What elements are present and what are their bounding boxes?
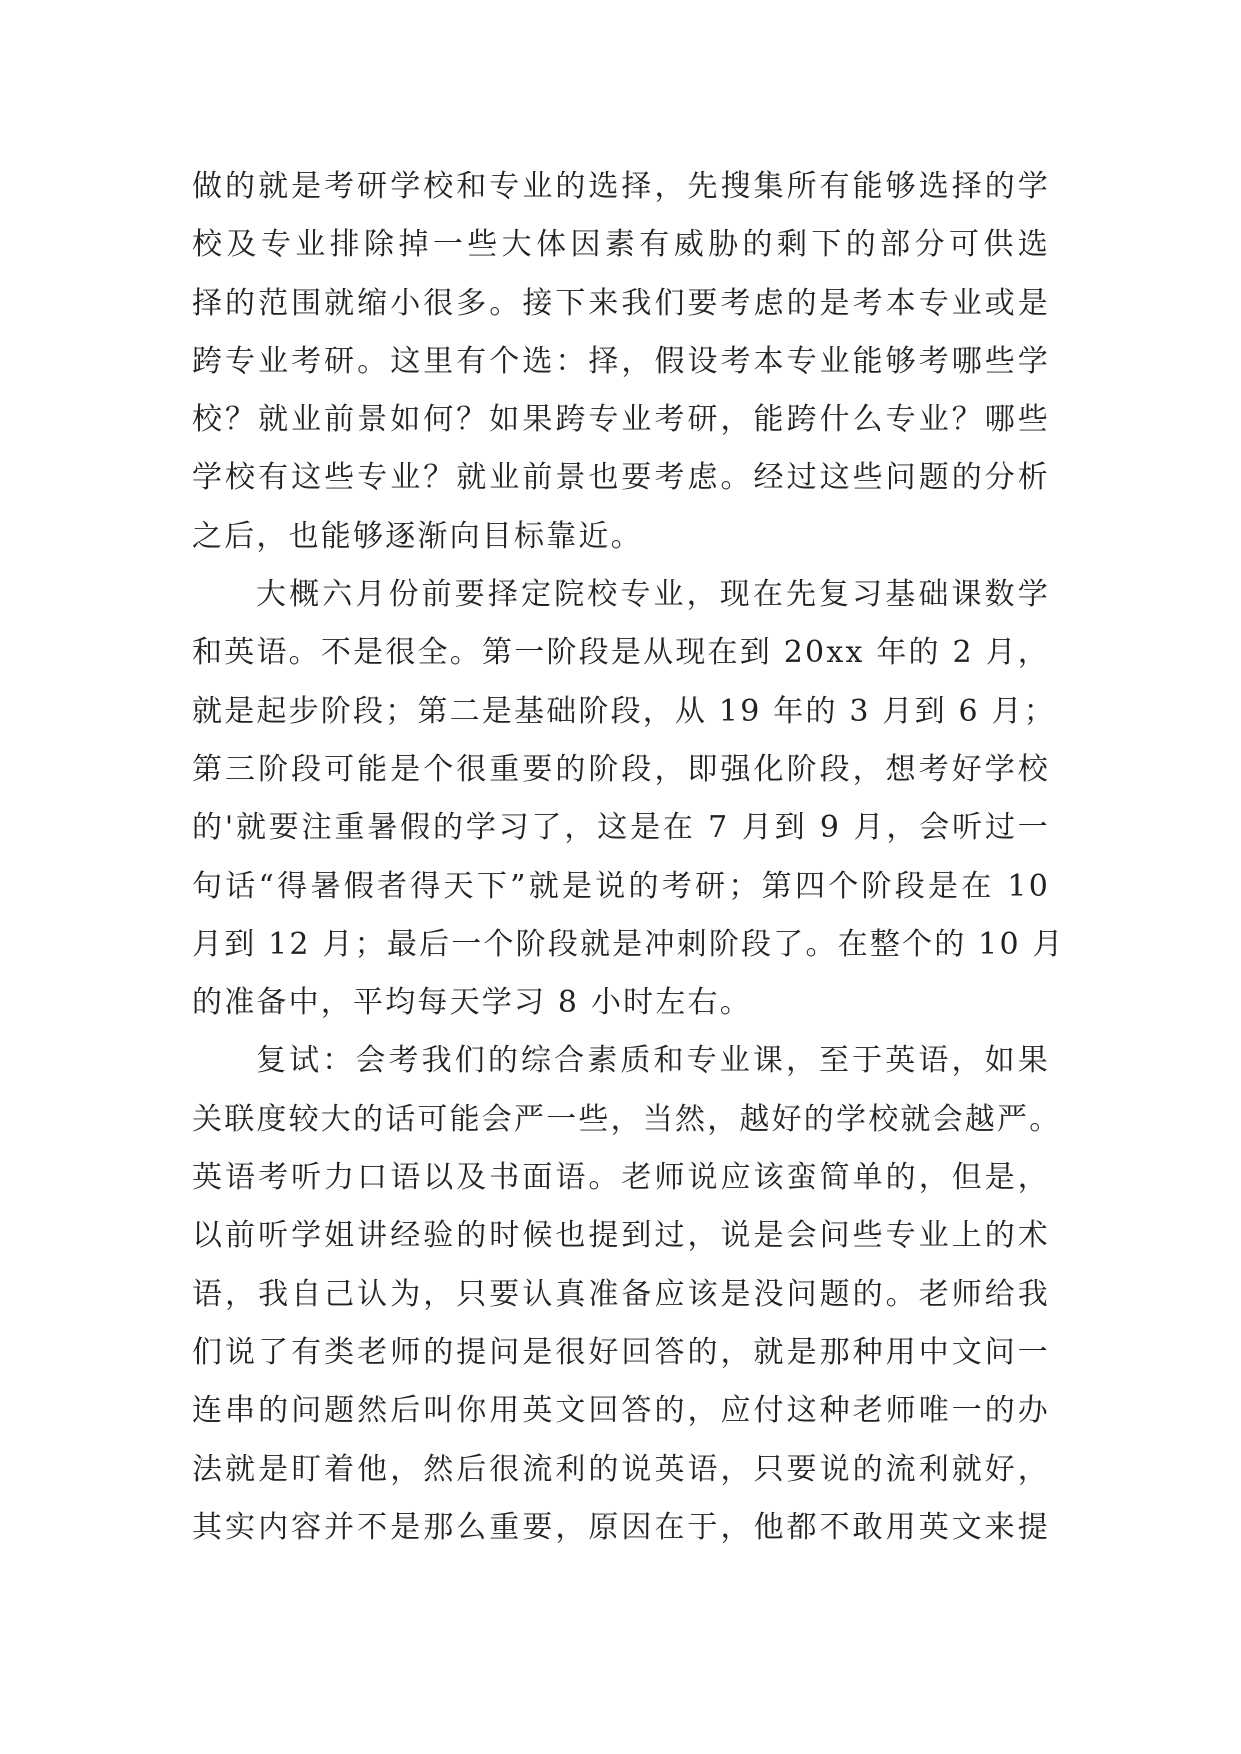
text-line: 以前听学姐讲经验的时候也提到过，说是会问些专业上的术: [192, 1218, 1050, 1254]
text-line: 的'就要注重暑假的学习了，这是在 7 月到 9 月，会听过一: [192, 810, 1050, 846]
paragraph-study-plan-choice: [192, 158, 1050, 566]
text-line: 其实内容并不是那么重要，原因在于，他都不敢用英文来提: [192, 1509, 1050, 1545]
text-line: 连串的问题然后叫你用英文回答的，应付这种老师唯一的办: [192, 1393, 1050, 1429]
text-line: 和英语。不是很全。第一阶段是从现在到 20xx 年的 2 月，: [192, 635, 1050, 671]
paragraph-retest: [192, 1032, 1062, 1557]
text-line: 第三阶段可能是个很重要的阶段，即强化阶段，想考好学校: [192, 751, 1050, 787]
text-line: 们说了有类老师的提问是很好回答的，就是那种用中文问一: [192, 1334, 1050, 1370]
text-line: 做的就是考研学校和专业的选择，先搜集所有能够选择的学: [192, 169, 1050, 204]
text-line: 的准备中，平均每天学习 8 小时左右。: [192, 985, 752, 1021]
text-line: 校？就业前景如何？如果跨专业考研，能跨什么专业？哪些: [192, 402, 1050, 438]
text-line: 语，我自己认为，只要认真准备应该是没问题的。老师给我: [192, 1276, 1050, 1312]
text-line: 月到 12 月；最后一个阶段就是冲刺阶段了。在整个的 10 月: [192, 926, 1065, 962]
text-line: 就是起步阶段；第二是基础阶段，从 19 年的 3 月到 6 月；: [192, 693, 1056, 729]
text-line: 学校有这些专业？就业前景也要考虑。经过这些问题的分析: [192, 460, 1050, 496]
text-line: 之后，也能够逐渐向目标靠近。: [192, 518, 643, 554]
text-line: 校及专业排除掉一些大体因素有威胁的剩下的部分可供选: [192, 227, 1050, 263]
text-line: 跨专业考研。这里有个选：择，假设考本专业能够考哪些学: [192, 343, 1050, 379]
text-line: 大概六月份前要择定院校专业，现在先复习基础课数学: [256, 577, 1050, 613]
text-line: 择的范围就缩小很多。接下来我们要考虑的是考本专业或是: [192, 285, 1050, 321]
text-line: 法就是盯着他，然后很流利的说英语，只要说的流利就好，: [192, 1451, 1050, 1487]
text-line: 关联度较大的话可能会严一些，当然，越好的学校就会越严。: [192, 1101, 1062, 1137]
text-line: 复试：会考我们的综合素质和专业课，至于英语，如果: [256, 1043, 1050, 1079]
document-body: [192, 158, 1065, 1557]
paragraph-study-stages: [192, 566, 1065, 1032]
text-line: 英语考听力口语以及书面语。老师说应该蛮简单的，但是，: [192, 1160, 1050, 1196]
text-line: 句话“得暑假者得天下”就是说的考研；第四个阶段是在 10: [192, 868, 1050, 904]
